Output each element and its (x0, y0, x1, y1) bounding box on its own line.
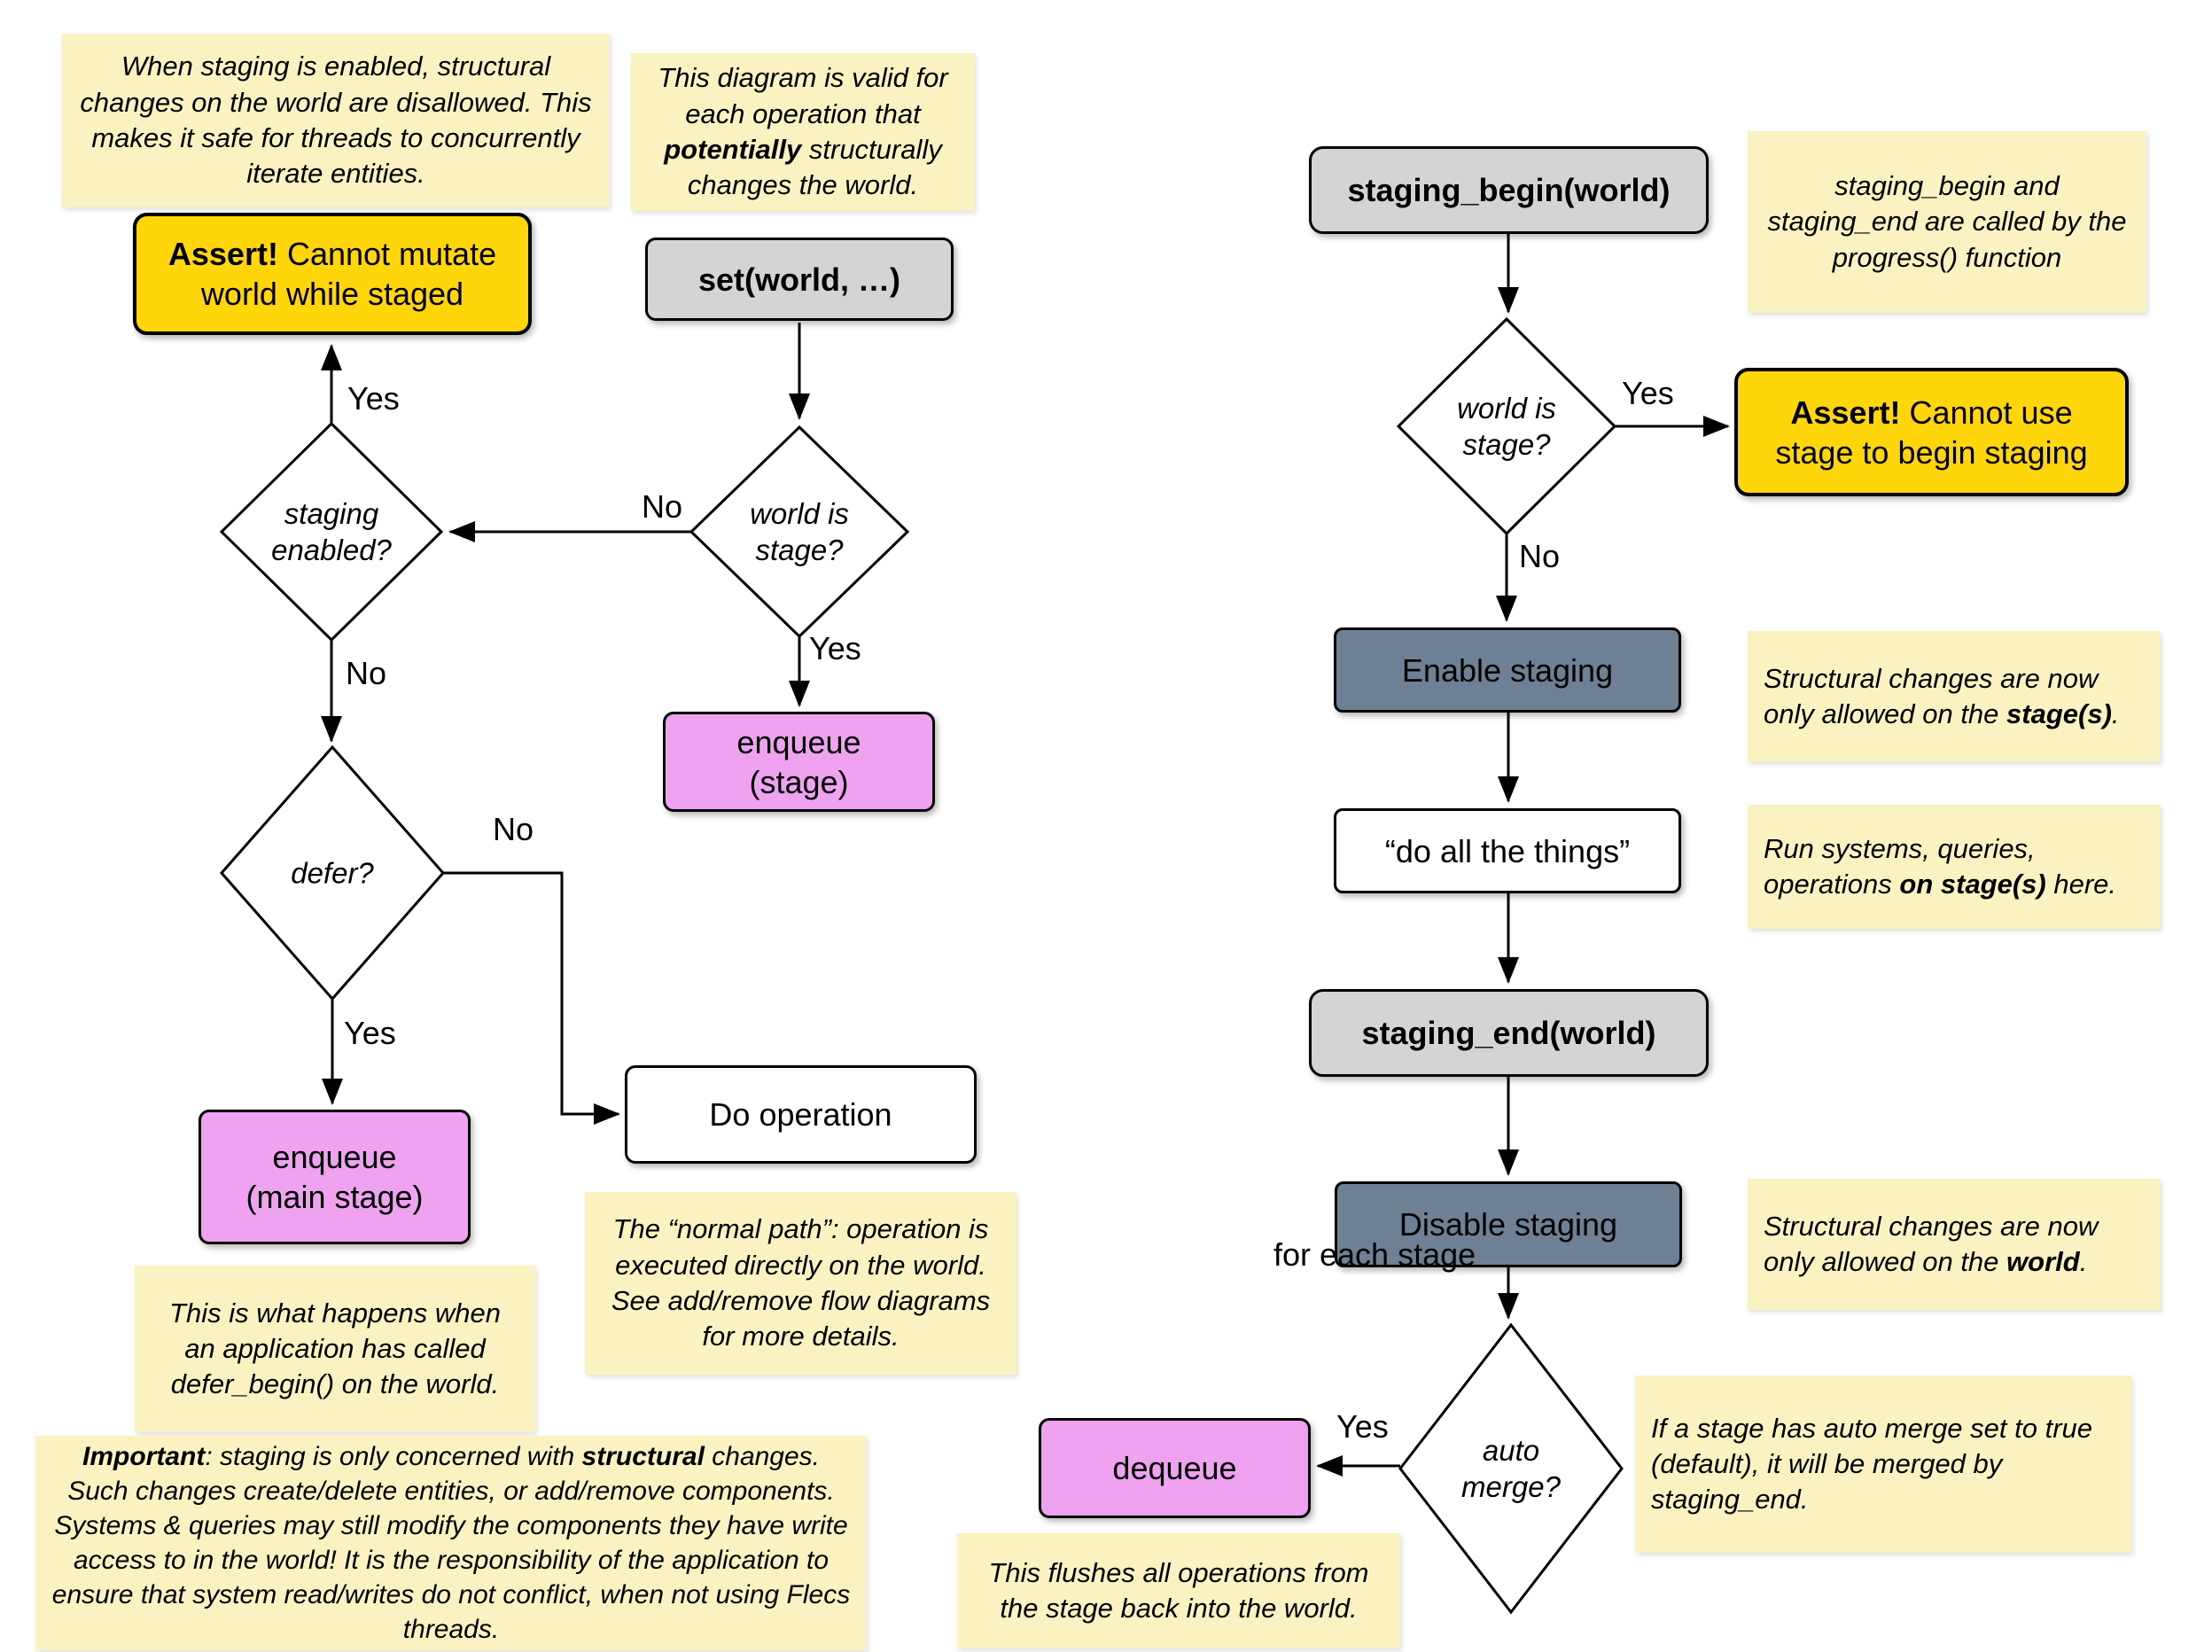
assert-stage-bold: Assert! (1790, 394, 1901, 431)
note-flush (957, 1533, 1400, 1648)
box-assert-cannot-mutate (133, 213, 532, 335)
do-all-things-label: “do all the things” (1384, 832, 1631, 869)
label-defer (291, 854, 374, 891)
enqueue-main-line1: enqueue (272, 1139, 397, 1175)
note-defer-begin-text: This is what happens when an application has called defer_begin() on the world. (169, 1297, 501, 1400)
note-important-bold2: structural (581, 1442, 705, 1471)
note-important (35, 1436, 867, 1650)
note-run-systems-pre: Run systems, queries, operations (1764, 832, 2036, 900)
box-staging-begin (1309, 146, 1709, 234)
enqueue-main-line2: (main stage) (245, 1179, 424, 1215)
edge-label-yes-world-stage: Yes (809, 630, 861, 666)
disable-staging-label: Disable staging (1398, 1206, 1618, 1243)
note-stage-changes-pre: Structural changes are now only allowed on the (1764, 662, 2099, 729)
note-run-systems-text (1764, 831, 2145, 903)
box-dequeue (1039, 1418, 1311, 1518)
assert-mutate-bold: Assert! (167, 236, 278, 272)
note-important-mid: : staging is only concerned with (205, 1442, 582, 1471)
do-operation-label: Do operation (709, 1096, 892, 1133)
note-normal-path (585, 1192, 1016, 1375)
edge-label-no-down: No (1519, 538, 1561, 574)
edge-label-for-each-stage: for each stage (1273, 1236, 1476, 1273)
staging-enabled-line1: staging (284, 496, 379, 530)
note-diagram-valid-text (647, 60, 959, 203)
world-is-stage-right-line1: world is (1457, 391, 1556, 425)
note-world-changes-post: . (2079, 1246, 2088, 1277)
note-world-changes (1748, 1179, 2161, 1310)
box-enqueue-main-stage (199, 1110, 471, 1244)
note-progress (1748, 131, 2146, 313)
edge-label-yes-defer: Yes (344, 1015, 396, 1051)
world-is-stage-left-line2: stage? (755, 534, 844, 566)
set-world-label: set(world, …) (697, 261, 900, 298)
edge-label-yes-assert: Yes (1622, 375, 1674, 411)
note-when-staging-text: When staging is enabled, structural changes on the world are disallowed. This makes it safe for threads to concurrently iterate entities. (80, 51, 592, 190)
box-enable-staging (1334, 627, 1681, 713)
note-normal-path-text: The “normal path”: operation is executed directly on the world. See add/remove flow diagrams for more details. (611, 1213, 991, 1352)
auto-merge-line1: auto (1482, 1433, 1540, 1467)
note-auto-merge (1635, 1375, 2131, 1553)
note-defer-begin (135, 1266, 535, 1432)
note-progress-text: staging_begin and staging_end are called by the progress() function (1767, 170, 2127, 273)
staging-begin-label: staging_begin(world) (1347, 172, 1671, 208)
note-important-rest: changes. Such changes create/delete entities, or add/remove components. Systems & queries may still modify the components they have write access to in the world! It is the responsibility of the application to ensure that system read/writes do not conflict, when not using Flecs threads. (51, 1442, 851, 1644)
enqueue-stage-line2: (stage) (749, 763, 849, 800)
note-run-systems-bold: on stage(s) (1899, 869, 2046, 900)
arrow-defer-to-do-operation (443, 873, 619, 1114)
label-auto-merge (1461, 1432, 1561, 1506)
assert-stage-line1 (1790, 393, 2072, 432)
note-diagram-valid (631, 53, 975, 211)
edge-label-no-world-stage: No (642, 488, 683, 525)
box-set-world (645, 238, 954, 321)
note-run-systems-post: here. (2045, 869, 2117, 900)
note-diagram-valid-pre: This diagram is valid for each operation that (658, 62, 948, 129)
enable-staging-label: Enable staging (1401, 651, 1614, 689)
assert-mutate-line1 (168, 234, 496, 274)
label-staging-enabled (271, 495, 392, 569)
staging-enabled-line2: enabled? (271, 534, 392, 566)
dequeue-label: dequeue (1112, 1450, 1237, 1486)
edge-label-yes-to-assert: Yes (347, 380, 400, 417)
defer-label: defer? (291, 856, 374, 890)
auto-merge-line2: merge? (1461, 1470, 1561, 1503)
note-world-changes-bold: world (2006, 1246, 2080, 1277)
world-is-stage-left-line1: world is (750, 496, 849, 530)
note-when-staging (62, 34, 610, 207)
label-world-is-stage-left (750, 495, 849, 569)
note-stage-changes-bold: stage(s) (2006, 698, 2112, 729)
note-stage-changes-text (1764, 661, 2145, 733)
note-diagram-valid-post: structurally changes the world. (687, 134, 942, 201)
note-stage-changes (1748, 631, 2161, 762)
assert-mutate-rest: Cannot mutate (277, 236, 497, 272)
label-world-is-stage-right (1457, 390, 1556, 464)
note-world-changes-text (1764, 1209, 2145, 1281)
note-flush-text: This flushes all operations from the stage back into the world. (988, 1556, 1369, 1624)
box-do-all-things (1334, 808, 1681, 893)
note-important-text (51, 1439, 851, 1647)
edge-label-yes-dequeue: Yes (1336, 1408, 1389, 1445)
note-run-systems (1748, 805, 2161, 929)
assert-mutate-line2: world while staged (200, 276, 464, 312)
edge-label-no-defer: No (493, 811, 534, 847)
assert-stage-rest: Cannot use (1900, 394, 2073, 431)
box-staging-end (1309, 989, 1709, 1077)
edge-label-no-staging: No (346, 655, 387, 691)
box-enqueue-stage (663, 712, 935, 812)
staging-end-label: staging_end(world) (1361, 1015, 1656, 1051)
note-world-changes-pre: Structural changes are now only allowed on the (1764, 1210, 2099, 1277)
assert-stage-line2: stage to begin staging (1775, 433, 2088, 471)
box-assert-cannot-use-stage (1734, 368, 2129, 496)
enqueue-stage-line1: enqueue (736, 723, 861, 760)
world-is-stage-right-line2: stage? (1462, 428, 1551, 461)
note-diagram-valid-bold: potentially (664, 134, 802, 165)
note-auto-merge-text: If a stage has auto merge set to true (default), it will be merged by staging_end. (1651, 1412, 2093, 1516)
note-stage-changes-post: . (2111, 698, 2120, 729)
box-do-operation (625, 1065, 977, 1164)
note-important-bold1: Important (82, 1442, 206, 1471)
